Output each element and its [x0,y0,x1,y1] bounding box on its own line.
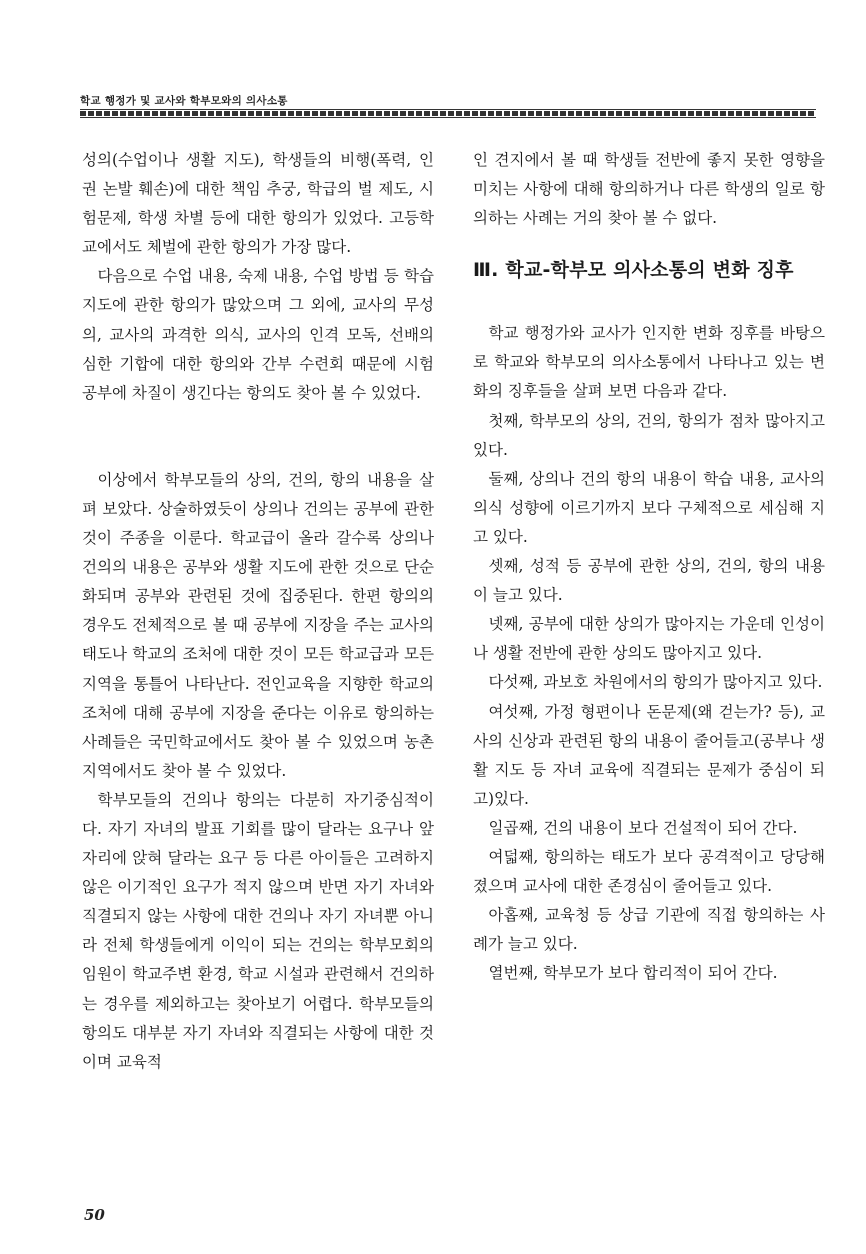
paragraph: 학교 행정가와 교사가 인지한 변화 징후를 바탕으로 학교와 학부모의 의사소통에서 나타나고 있는 변화의 징후들을 살펴 보면 다음과 같다. [473,324,825,401]
section-heading: Ⅲ. 학교-학부모 의사소통의 변화 징후 [473,259,794,282]
header-rule [80,109,816,118]
paragraph: 성의(수업이나 생활 지도), 학생들의 비행(폭력, 인권 논발 훼손)에 대한 책임 추궁, 학급의 벌 제도, 시험문제, 학생 차별 등에 대한 항의가 있었다. 고등학교에서도 체벌에 관한 항의가 가장 많다. [82,151,434,257]
list-item: 첫째, 학부모의 상의, 건의, 항의가 점차 많아지고 있다. [473,411,825,459]
paragraph: 다음으로 수업 내용, 숙제 내용, 수업 방법 등 학습 지도에 관한 항의가 많았으며 그 외에, 교사의 무성의, 교사의 과격한 의식, 교사의 인격 모독, 선배의 심한 기합에 대한 항의와 간부 수련회 때문에 시험 공부에 차질이 생긴다는 항의도 찾아 볼 수 있었다. [82,267,434,402]
list-item: 일곱째, 건의 내용이 보다 건설적이 되어 간다. [488,818,798,837]
list-item: 아홉째, 교육청 등 상급 기관에 직접 항의하는 사례가 늘고 있다. [473,906,825,954]
page-number: 50 [84,1206,105,1224]
paragraph-gap [82,408,434,466]
list-item: 둘째, 상의나 건의 항의 내용이 학습 내용, 교사의 의식 성향에 이르기까지 보다 구체적으로 세심해 지고 있다. [473,469,825,546]
paragraph: 인 견지에서 볼 때 학생들 전반에 좋지 못한 영향을 미치는 사항에 대해 항의하거나 다른 학생의 일로 항의하는 사례는 거의 찾아 볼 수 없다. [473,151,825,228]
list-item: 열번째, 학부모가 보다 합리적이 되어 간다. [488,964,778,983]
right-column [473,146,825,988]
paragraph: 이상에서 학부모들의 상의, 건의, 항의 내용을 살펴 보았다. 상술하였듯이 상의나 건의는 공부에 관한 것이 주종을 이룬다. 학교급이 올라 갈수록 상의나 건의의 내용은 공부와 생활 지도에 관한 것으로 단순화되며 공부와 관련된 것에 집중된다. 한편 항의의 경우도 전체적으로 볼 때 공부에 지장을 주는 교사의 태도나 학교의 조처에 대한 것이 모든 학교급과 모든 지역을 통틀어 나타난다. 전인교육을 지향한 학교의 조처에 대해 공부에 지장을 준다는 이유로 항의하는 사례들은 국민학교에서도 찾아 볼 수 있었으며 농촌 지역에서도 찾아 볼 수 있었다. [82,470,434,780]
list-item: 다섯째, 과보호 차원에서의 항의가 많아지고 있다. [488,673,823,692]
list-item: 넷째, 공부에 대한 상의가 많아지는 가운데 인성이나 생활 전반에 관한 상의도 많아지고 있다. [473,615,825,663]
list-item: 셋째, 성적 등 공부에 관한 상의, 건의, 항의 내용이 늘고 있다. [473,557,825,605]
left-column [82,146,434,1077]
list-item: 여섯째, 가정 형편이나 돈문제(왜 걷는가? 등), 교사의 신상과 관련된 항의 내용이 줄어들고(공부나 생활 지도 등 자녀 교육에 직결되는 문제가 중심이 되고)있다. [473,702,825,808]
list-item: 여덟째, 항의하는 태도가 보다 공격적이고 당당해 졌으며 교사에 대한 존경심이 줄어들고 있다. [473,847,825,896]
running-header: 학교 행정가 및 교사와 학부모와의 의사소통 [80,95,288,107]
paragraph: 학부모들의 건의나 항의는 다분히 자기중심적이다. 자기 자녀의 발표 기회를 많이 달라는 요구나 앞자리에 앉혀 달라는 요구 등 다른 아이들은 고려하지 않은 이기적인 요구가 적지 않으며 반면 자기 자녀와 직결되지 않는 사항에 대한 건의나 자기 자녀뿐 아니라 전체 학생들에게 이익이 되는 건의는 학부모회의 임원이 학교주변 환경, 학교 시설과 관련해서 건의하는 경우를 제외하고는 찾아보기 어렵다. 학부모들의 항의도 대부분 자기 자녀와 직결되는 사항에 대한 것이며 교육적 [82,790,434,1071]
